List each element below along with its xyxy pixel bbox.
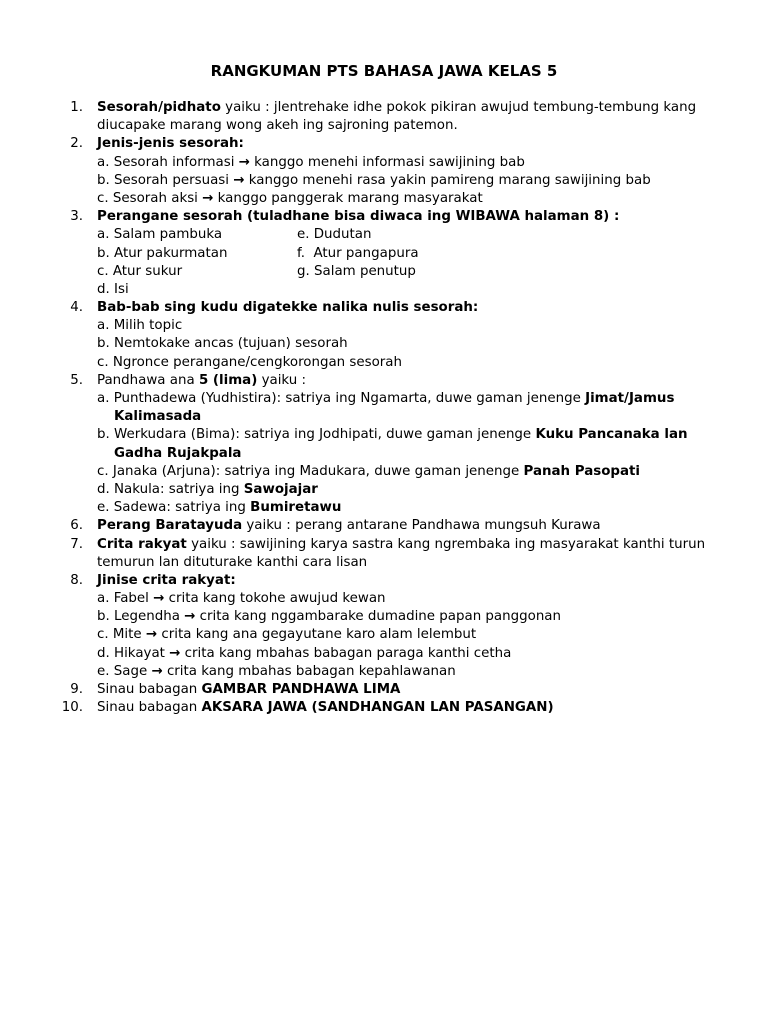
sub-item: c. Janaka (Arjuna): satriya ing Madukara, duwe gaman jenenge Panah Pasopati [97, 463, 641, 479]
definition: yaiku : jlentrehake idhe pokok pikiran awujud tembung-tembung kang [220, 100, 697, 115]
sub-item: d. Hikayat → crita kang mbahas babagan paraga kanthi cetha [97, 645, 512, 661]
sub-item: c. Mite → crita kang ana gegayutane karo alam lelembut [97, 627, 477, 643]
list-item-5: 5. Pandhawa ana 5 (lima) yaiku : [0, 372, 768, 390]
arrow-right-icon: → [238, 154, 250, 170]
sub-item: a. Salam pambuka [97, 227, 223, 243]
sub-item: d. Isi [97, 281, 129, 297]
sub-item-row [0, 263, 768, 281]
sub-item: e. Sage → crita kang mbahas babagan kepahlawanan [97, 663, 456, 679]
item-number: 5. [70, 372, 83, 388]
sub-item: c. Ngronce perangane/cengkorongan sesorah [97, 354, 402, 370]
sub-item: d. Nakula: satriya ing Sawojajar [97, 481, 318, 497]
sub-item: e. Sadewa: satriya ing Bumiretawu [97, 500, 342, 516]
arrow-right-icon: → [202, 190, 214, 206]
list-item-8 [0, 572, 768, 590]
sub-item: b. Nemtokake ancas (tujuan) sesorah [97, 336, 348, 352]
list-item-3 [0, 208, 768, 226]
list-item-10: 10. Sinau babagan AKSARA JAWA (SANDHANGAN LAN PASANGAN) [0, 699, 768, 717]
list-item-7 [0, 536, 768, 554]
sub-item-row [0, 281, 768, 299]
term: Bab-bab sing kudu digatekke nalika nulis sesorah: [97, 300, 479, 316]
item-number: 4. [70, 300, 83, 316]
sub-item: b. Werkudara (Bima): satriya ing Jodhipati, duwe gaman jenenge Kuku Pancanaka lan [97, 427, 688, 443]
item-number: 6. [70, 518, 83, 534]
item-number: 9. [70, 682, 83, 697]
term: Perang Baratayuda [97, 518, 243, 534]
definition: yaiku : sawijining karya sastra kang ngrembaka ing masyarakat kanthi turun [186, 536, 706, 552]
sub-item: a. Fabel → crita kang tokohe awujud kewan [97, 591, 386, 607]
item-number: 2. [70, 136, 83, 152]
sub-item: c. Sesorah aksi → kanggo panggerak marang masyarakat [97, 190, 483, 206]
sub-item: a. Sesorah informasi → kanggo menehi informasi sawijining bab [97, 154, 525, 170]
term: Jinise crita rakyat: [97, 572, 236, 588]
term: Crita rakyat [97, 536, 187, 552]
sub-item-row [0, 245, 768, 263]
document-title: RANGKUMAN PTS BAHASA JAWA KELAS 5 [210, 62, 558, 80]
definition-continued: temurun lan dituturake kanthi cara lisan [97, 554, 368, 570]
sub-item: f. Atur pangapura [297, 245, 419, 261]
item-number: 7. [70, 536, 83, 552]
arrow-right-icon: → [184, 609, 196, 625]
sub-item: e. Dudutan [297, 227, 372, 243]
list-item-2 [0, 135, 768, 153]
item-number: 3. [70, 209, 83, 225]
list-item-1 [0, 99, 768, 117]
term: Sesorah/pidhato [97, 100, 221, 115]
item-number: 1. [70, 100, 83, 115]
item-number: 10. [61, 700, 83, 716]
arrow-right-icon: → [153, 591, 165, 607]
sub-item: g. Salam penutup [297, 263, 416, 279]
sub-item: c. Atur sukur [97, 263, 183, 279]
arrow-right-icon: → [169, 645, 181, 661]
term: Jenis-jenis sesorah: [97, 136, 244, 152]
arrow-right-icon: → [151, 663, 163, 679]
sub-item: b. Sesorah persuasi → kanggo menehi rasa yakin pamireng marang sawijining bab [97, 172, 651, 188]
sub-item: a. Milih topic [97, 318, 183, 334]
list-item-9: 9. Sinau babagan GAMBAR PANDHAWA LIMA [0, 681, 768, 699]
list-item-6 [0, 517, 768, 535]
sub-item: b. Atur pakurmatan [97, 245, 228, 261]
term: Perangane sesorah (tuladhane bisa diwaca ing WIBAWA halaman 8) : [97, 209, 620, 225]
sub-item-row [0, 226, 768, 244]
summary-list [0, 99, 768, 717]
definition: yaiku : perang antarane Pandhawa mungsuh Kurawa [242, 518, 601, 534]
item-number: 8. [70, 572, 83, 588]
arrow-right-icon: → [145, 627, 158, 643]
list-item-4 [0, 299, 768, 317]
sub-item: a. Punthadewa (Yudhistira): satriya ing Ngamarta, duwe gaman jenenge Jimat/Jamus [97, 391, 675, 406]
sub-item-continued: Gadha Rujakpala [114, 445, 242, 461]
sub-item: b. Legendha → crita kang nggambarake dumadine papan panggonan [97, 609, 561, 625]
definition-continued: diucapake marang wong akeh ing sajroning patemon. [97, 118, 458, 134]
sub-item-continued: Kalimasada [114, 409, 202, 425]
arrow-right-icon: → [233, 172, 245, 188]
